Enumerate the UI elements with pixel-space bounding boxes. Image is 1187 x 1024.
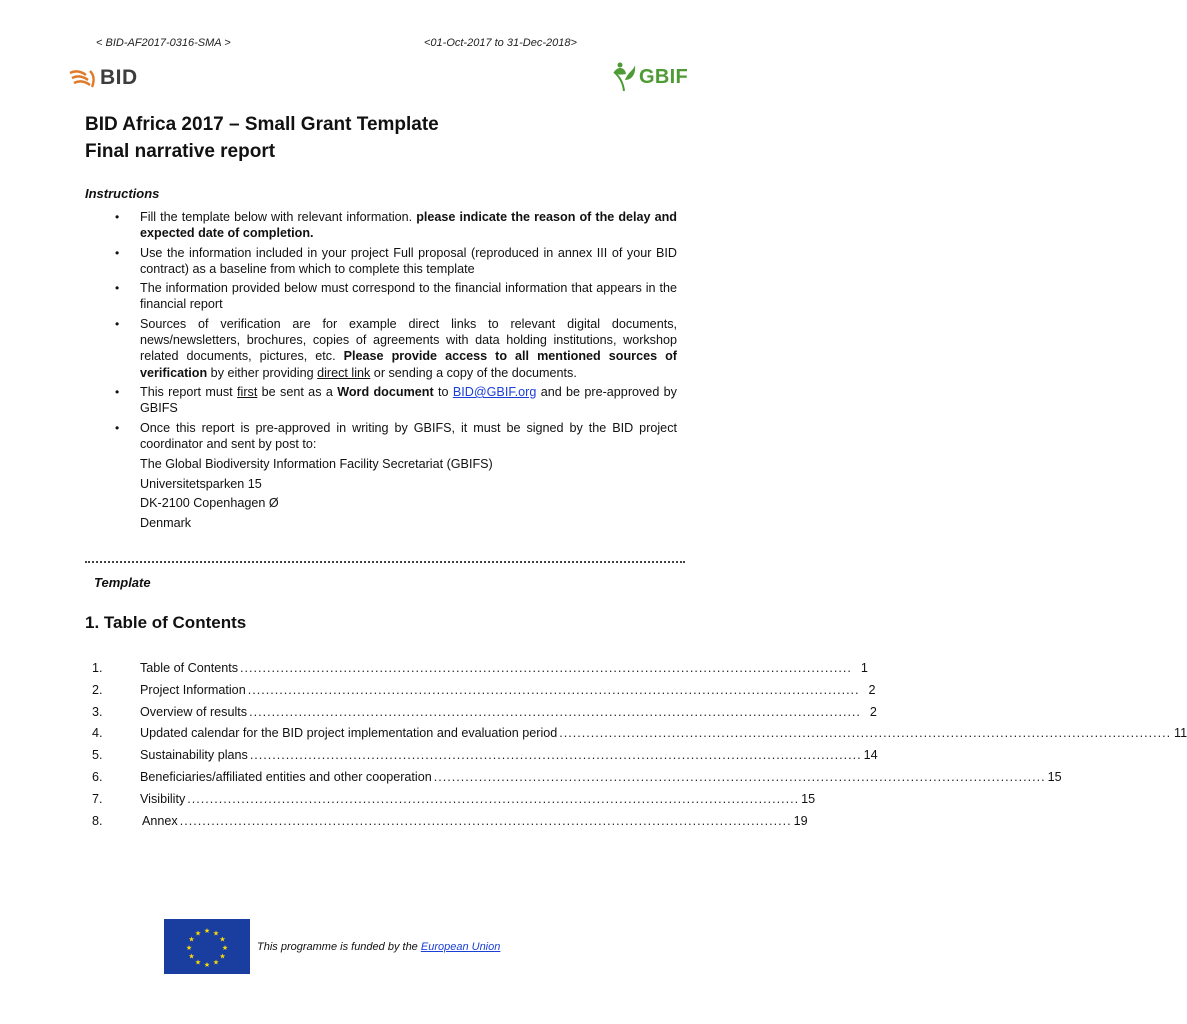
- header-period: <01-Oct-2017 to 31-Dec-2018>: [424, 37, 577, 49]
- title-line-2: Final narrative report: [85, 141, 276, 162]
- svg-text:★: ★: [188, 952, 195, 961]
- address-line: The Global Biodiversity Information Facility Secretariat (GBIFS): [140, 457, 493, 472]
- address-line: Denmark: [140, 515, 192, 530]
- bullet-icon: •: [115, 384, 120, 399]
- eu-link[interactable]: European Union: [420, 941, 501, 953]
- bullet-icon: •: [115, 281, 120, 296]
- table-of-contents: [92, 661, 1187, 835]
- toc-entry[interactable]: 8. Annex ........................................................................................................................................ 19: [92, 813, 808, 828]
- toc-entry[interactable]: 4. Updated calendar for the BID project implementation and evaluation period ........................................................................................................................................ 11: [92, 726, 1187, 741]
- svg-text:★: ★: [219, 935, 226, 944]
- instruction-item: • Use the information included in your project Full proposal (reproduced in annex III of your BID contract) as a baseline from which to complete this template: [115, 245, 677, 276]
- toc-entry[interactable]: 6. Beneficiaries/affiliated entities and other cooperation ........................................................................................................................................ 15: [92, 769, 1062, 784]
- bid-logo: [68, 66, 138, 90]
- bid-waves-icon: [68, 67, 98, 89]
- instruction-item: • Sources of verification are for example direct links to relevant digital documents, news/newsletters, brochures, copies of agreements with data holding institutions, workshop related documents, pictures, etc. Please provide access to all mentioned sources of verification by either providing direct link or sending a copy of the documents.: [115, 316, 677, 380]
- toc-entry[interactable]: 3. Overview of results ........................................................................................................................................ 2: [92, 704, 877, 719]
- gbif-leaf-icon: [611, 62, 637, 92]
- toc-entry[interactable]: 5. Sustainability plans ........................................................................................................................................ 14: [92, 748, 878, 763]
- svg-text:★: ★: [203, 961, 211, 969]
- gbif-logo: [611, 62, 688, 92]
- instruction-item: • Once this report is pre-approved in writing by GBIFS, it must be signed by the BID project coordinator and sent by post to: The Global Biodiversity Information Facility Secretariat (GBIFS) Universitetsparken 15 DK-2100 Copenhagen Ø Denmark: [115, 420, 677, 534]
- svg-text:★: ★: [194, 929, 202, 938]
- instructions-list: [115, 209, 677, 536]
- instruction-item: • Fill the template below with relevant information. please indicate the reason of the delay and expected date of completion.: [115, 210, 677, 241]
- svg-text:★: ★: [212, 929, 220, 938]
- toc-entry[interactable]: 1. Table of Contents ........................................................................................................................................ 1: [92, 661, 868, 675]
- svg-text:★: ★: [185, 944, 193, 952]
- bullet-icon: •: [115, 210, 120, 224]
- header-reference: < BID-AF2017-0316-SMA >: [96, 37, 231, 49]
- svg-text:★: ★: [203, 927, 211, 935]
- svg-text:★: ★: [221, 944, 229, 952]
- address-line: DK-2100 Copenhagen Ø: [140, 496, 279, 511]
- title-line-1: BID Africa 2017 – Small Grant Template: [85, 114, 439, 135]
- toc-heading: 1. Table of Contents: [85, 613, 247, 632]
- bullet-icon: •: [115, 420, 120, 435]
- document-title: [85, 111, 439, 165]
- gbif-logo-text: GBIF: [639, 65, 688, 88]
- svg-text:★: ★: [212, 958, 220, 967]
- instruction-item: • This report must first be sent as a Word document to BID@GBIF.org and be pre-approved by GBIFS: [115, 384, 677, 416]
- funding-note: This programme is funded by the European Union: [257, 941, 501, 953]
- eu-stars-icon: [164, 919, 250, 974]
- email-link[interactable]: BID@GBIF.org: [452, 384, 537, 399]
- instruction-item: • The information provided below must correspond to the financial information that appears in the financial report: [115, 281, 677, 312]
- section-divider: [85, 561, 685, 563]
- address-line: Universitetsparken 15: [140, 476, 262, 491]
- eu-flag: [164, 919, 250, 974]
- postal-address: [140, 455, 677, 533]
- bid-logo-text: BID: [100, 66, 138, 89]
- toc-entry[interactable]: 2. Project Information ........................................................................................................................................ 2: [92, 682, 876, 697]
- svg-text:★: ★: [219, 952, 226, 961]
- bullet-icon: •: [115, 245, 120, 260]
- bullet-icon: •: [115, 316, 120, 331]
- toc-entry[interactable]: 7. Visibility ........................................................................................................................................ 15: [92, 791, 816, 806]
- instructions-heading: Instructions: [85, 186, 160, 201]
- svg-text:★: ★: [188, 935, 195, 944]
- template-label: Template: [94, 575, 151, 590]
- svg-text:★: ★: [194, 958, 202, 967]
